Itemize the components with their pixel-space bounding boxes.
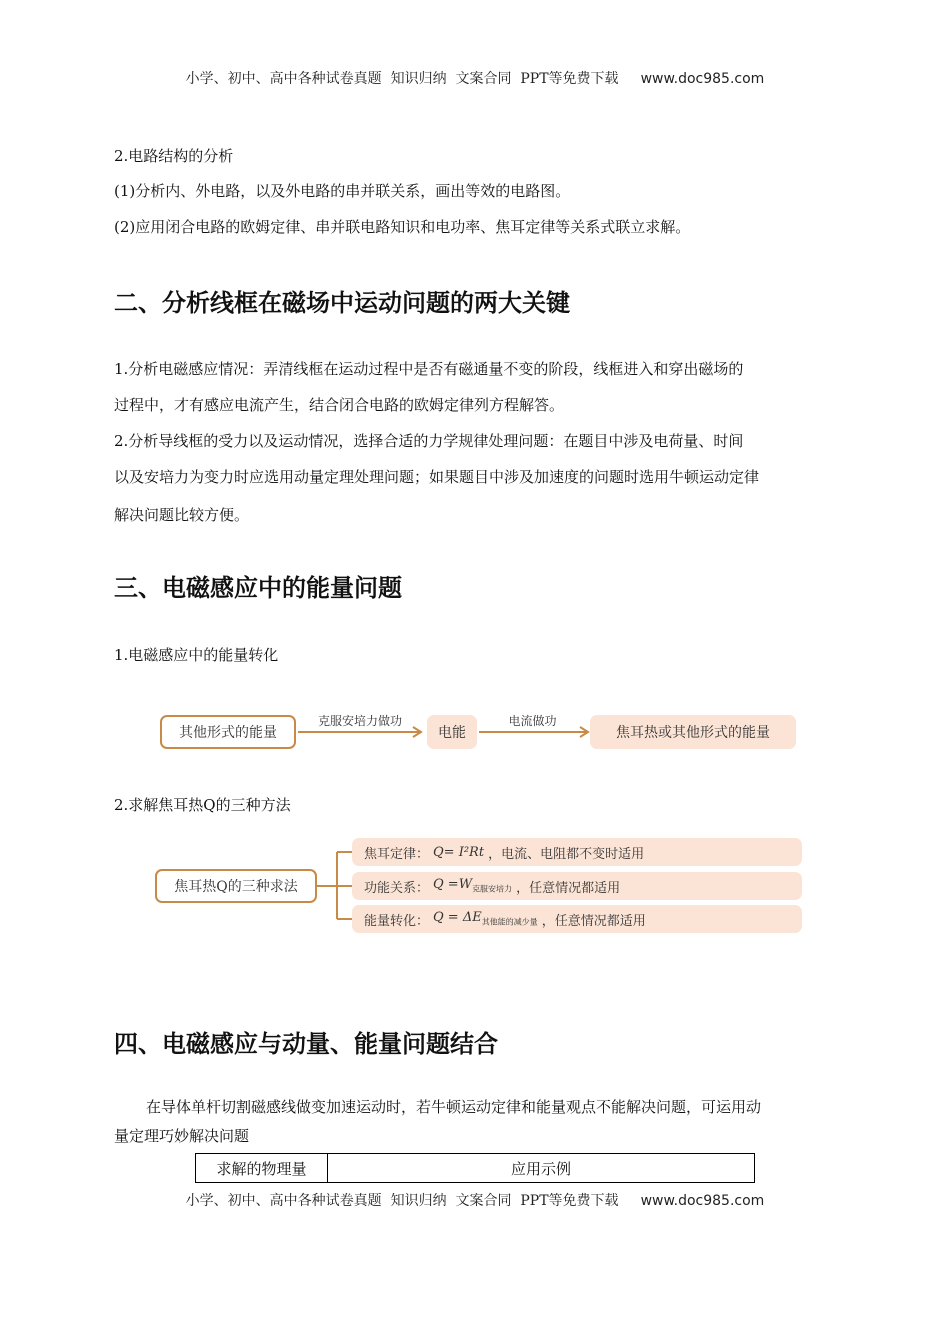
- method-label: 功能关系：: [364, 880, 430, 896]
- paragraph-line: 过程中，才有感应电流产生，结合闭合电路的欧姆定律列方程解答。: [114, 396, 565, 414]
- header-text: 小学、初中、高中各种试卷真题 知识归纳 文案合同 PPT等免费下载: [185, 71, 619, 87]
- paragraph-line: 在导体单杆切割磁感线做变加速运动时，若牛顿运动定律和能量观点不能解决问题，可运用动: [146, 1098, 762, 1116]
- method-equation: Q= I²Rt: [433, 844, 485, 860]
- flow-arrow-label-2: 电流做功: [508, 714, 557, 728]
- paragraph-line: 2.分析导线框的受力以及运动情况，选择合适的力学规律处理问题：在题目中涉及电荷量、时间: [114, 432, 744, 450]
- table-header-example: 应用示例: [328, 1154, 755, 1183]
- flow-arrow-label-1: 克服安培力做功: [317, 714, 402, 728]
- flow-arrow-1: [296, 726, 426, 738]
- method-equation-sub: 其他能的减少量: [481, 917, 538, 927]
- heading-section-3: 三、电磁感应中的能量问题: [114, 574, 402, 602]
- table-header-row: [196, 1154, 755, 1183]
- method-label: 焦耳定律：: [364, 846, 430, 862]
- flow-arrow-2: [477, 726, 592, 738]
- method-equation-sub: 克服安培力: [472, 884, 513, 894]
- paragraph-line: 1.分析电磁感应情况：弄清线框在运动过程中是否有磁通量不变的阶段，线框进入和穿出磁场的: [114, 360, 744, 378]
- paragraph-circuit-structure: 2.电路结构的分析: [114, 147, 234, 165]
- method-note: ，任意情况都适用: [516, 880, 621, 896]
- paragraph-line: 解决问题比较方便。: [114, 506, 250, 524]
- method-equation: [433, 877, 512, 895]
- tree-root-box: 焦耳热Q的三种求法: [155, 869, 317, 903]
- tree-method-joule-law: [352, 838, 802, 866]
- footer-site: www.doc985.com: [640, 1193, 765, 1209]
- table-header-quantity: 求解的物理量: [196, 1154, 328, 1183]
- method-label: 能量转化：: [364, 913, 430, 929]
- tree-method-energy-conversion: [352, 905, 802, 933]
- method-note: ，电流、电阻都不变时适用: [488, 846, 645, 862]
- method-note: ，任意情况都适用: [541, 913, 646, 929]
- paragraph-line: 以及安培力为变力时应选用动量定理处理问题；如果题目中涉及加速度的问题时选用牛顿运动定律: [114, 468, 760, 486]
- method-equation-main: Q = ΔE: [433, 910, 482, 926]
- tree-method-work-energy: [352, 872, 802, 900]
- paragraph-item-1: (1)分析内、外电路，以及外电路的串并联关系，画出等效的电路图。: [114, 182, 571, 200]
- heading-section-2: 二、分析线框在磁场中运动问题的两大关键: [114, 289, 570, 317]
- page-footer: [0, 1190, 950, 1210]
- method-equation-main: Q =W: [433, 877, 473, 893]
- flow-box-other-energy: 其他形式的能量: [160, 715, 296, 749]
- paragraph-joule-methods: 2.求解焦耳热Q的三种方法: [114, 796, 291, 814]
- method-equation: [433, 910, 538, 928]
- heading-section-4: 四、电磁感应与动量、能量问题结合: [114, 1030, 498, 1058]
- page-header: [0, 68, 950, 88]
- paragraph-line: 量定理巧妙解决问题: [114, 1127, 250, 1145]
- application-table: [195, 1153, 755, 1183]
- paragraph-energy-conversion: 1.电磁感应中的能量转化: [114, 646, 279, 664]
- flow-box-electric-energy: 电能: [427, 715, 477, 749]
- header-site: www.doc985.com: [640, 71, 765, 87]
- flow-box-joule-heat: 焦耳热或其他形式的能量: [590, 715, 796, 749]
- tree-branch-lines: [317, 845, 357, 925]
- footer-text: 小学、初中、高中各种试卷真题 知识归纳 文案合同 PPT等免费下载: [185, 1193, 619, 1209]
- paragraph-item-2: (2)应用闭合电路的欧姆定律、串并联电路知识和电功率、焦耳定律等关系式联立求解。: [114, 218, 691, 236]
